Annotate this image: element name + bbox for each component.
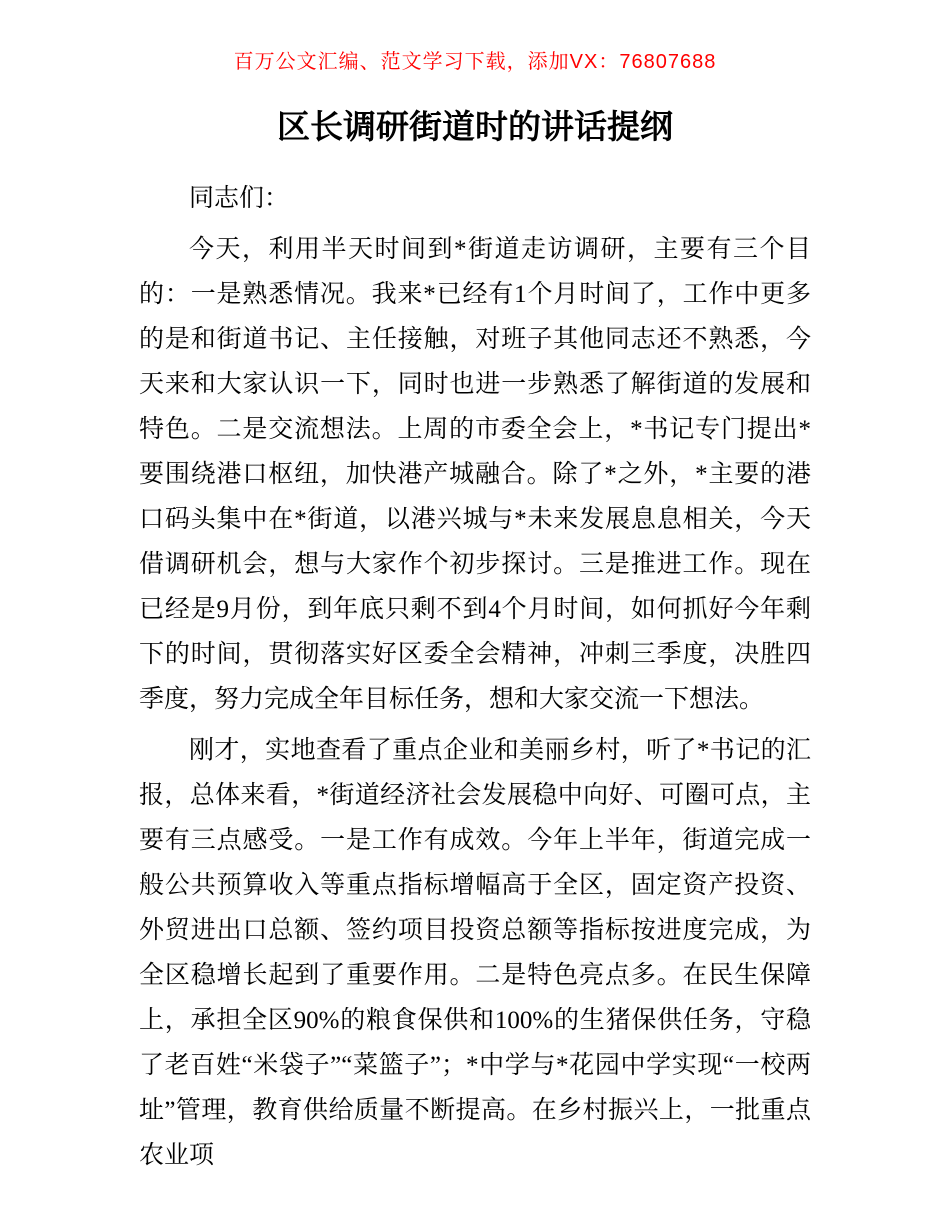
document-title: 区长调研街道时的讲话提纲 [277,110,673,146]
paragraph-body-2: 刚才，实地查看了重点企业和美丽乡村，听了*书记的汇报，总体来看，*街道经济社会发展稳中向好、可圈可点，主要有三点感受。一是工作有成效。今年上半年，街道完成一般公共预算收入等重点指标增幅高于全区，固定资产投资、外贸进出口总额、签约项目投资总额等指标按进度完成，为全区稳增长起到了重要作用。二是特色亮点多。在民生保障上，承担全区90%的粮食保供和100%的生猪保供任务，守稳了老百姓“米袋子”“菜篮子”；*中学与*花园中学实现“一校两址”管理，教育供给质量不断提高。在乡村振兴上，一批重点农业项 [139,737,811,1169]
paragraph-body-1: 今天，利用半天时间到*街道走访调研，主要有三个目的：一是熟悉情况。我来*已经有1个月时间了，工作中更多的是和街道书记、主任接触，对班子其他同志还不熟悉，今天来和大家认识一下，同时也进一步熟悉了解街道的发展和特色。二是交流想法。上周的市委全会上，*书记专门提出*要围绕港口枢纽，加快港产城融合。除了*之外，*主要的港口码头集中在*街道，以港兴城与*未来发展息息相关，今天借调研机会，想与大家作个初步探讨。三是推进工作。现在已经是9月份，到年底只剩不到4个月时间，如何抓好今年剩下的时间，贯彻落实好区委全会精神，冲刺三季度，决胜四季度，努力完成全年目标任务，想和大家交流一下想法。 [139,236,811,713]
document-body [139,176,811,1178]
paragraph-salutation: 同志们： [189,185,290,212]
watermark-notice: 百万公文汇编、范文学习下载，添加VX：76807688 [233,51,717,73]
